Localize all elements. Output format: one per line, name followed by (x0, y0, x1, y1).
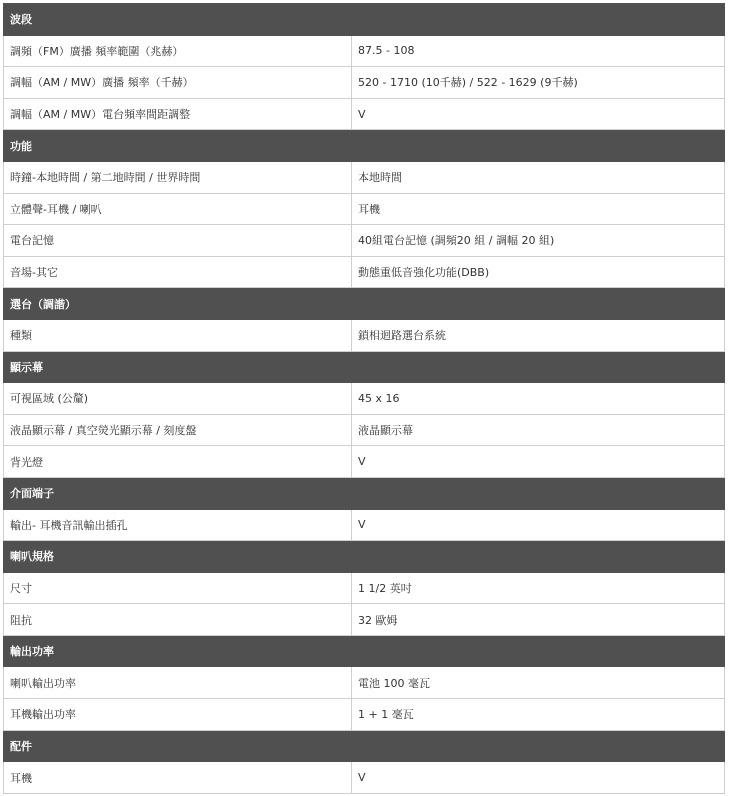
section-title: 波段 (4, 4, 725, 36)
section-header-row (4, 635, 725, 667)
section-title: 選台（調諧） (4, 288, 725, 320)
spec-value: 本地時間 (352, 161, 725, 193)
spec-table-body (4, 4, 725, 794)
spec-value: V (352, 446, 725, 478)
spec-row (4, 225, 725, 257)
spec-row (4, 319, 725, 351)
spec-value: V (352, 98, 725, 130)
spec-label: 耳機 (4, 762, 352, 794)
spec-row (4, 699, 725, 731)
spec-value: 耳機 (352, 193, 725, 225)
section-title: 喇叭規格 (4, 541, 725, 573)
spec-label: 阻抗 (4, 604, 352, 636)
spec-label: 時鐘-本地時間 / 第二地時間 / 世界時間 (4, 161, 352, 193)
section-title: 配件 (4, 730, 725, 762)
section-title: 輸出功率 (4, 635, 725, 667)
section-header-row (4, 4, 725, 36)
section-header-row (4, 477, 725, 509)
spec-value: 32 歐姆 (352, 604, 725, 636)
spec-row (4, 161, 725, 193)
spec-value: 45 x 16 (352, 383, 725, 415)
spec-value: 電池 100 毫瓦 (352, 667, 725, 699)
spec-value: 40組電台記憶 (調頻20 組 / 調幅 20 組) (352, 225, 725, 257)
spec-label: 種類 (4, 319, 352, 351)
section-title: 介面端子 (4, 477, 725, 509)
spec-value: 1 1/2 英吋 (352, 572, 725, 604)
spec-value: 520 - 1710 (10千赫) / 522 - 1629 (9千赫) (352, 67, 725, 99)
spec-label: 音場-其它 (4, 256, 352, 288)
spec-row (4, 604, 725, 636)
spec-row (4, 572, 725, 604)
spec-label: 背光燈 (4, 446, 352, 478)
spec-row (4, 667, 725, 699)
section-header-row (4, 541, 725, 573)
section-header-row (4, 130, 725, 162)
spec-row (4, 414, 725, 446)
spec-label: 輸出- 耳機音訊輸出插孔 (4, 509, 352, 541)
section-header-row (4, 288, 725, 320)
spec-row (4, 35, 725, 67)
spec-value: 液晶顯示幕 (352, 414, 725, 446)
spec-value: 87.5 - 108 (352, 35, 725, 67)
spec-row (4, 67, 725, 99)
spec-label: 液晶顯示幕 / 真空熒光顯示幕 / 刻度盤 (4, 414, 352, 446)
spec-row (4, 509, 725, 541)
spec-table (3, 3, 725, 794)
spec-label: 立體聲-耳機 / 喇叭 (4, 193, 352, 225)
spec-label: 調幅（AM / MW）電台頻率間距調整 (4, 98, 352, 130)
spec-label: 喇叭輸出功率 (4, 667, 352, 699)
spec-row (4, 446, 725, 478)
section-header-row (4, 730, 725, 762)
spec-row (4, 256, 725, 288)
spec-label: 調頻（FM）廣播 頻率範圍（兆赫） (4, 35, 352, 67)
spec-value: 鎖相迴路選台系統 (352, 319, 725, 351)
section-title: 功能 (4, 130, 725, 162)
section-header-row (4, 351, 725, 383)
spec-label: 電台記憶 (4, 225, 352, 257)
spec-value: 動態重低音強化功能(DBB) (352, 256, 725, 288)
section-title: 顯示幕 (4, 351, 725, 383)
spec-row (4, 193, 725, 225)
spec-row (4, 98, 725, 130)
spec-label: 耳機輸出功率 (4, 699, 352, 731)
spec-label: 調幅（AM / MW）廣播 頻率（千赫） (4, 67, 352, 99)
spec-row (4, 762, 725, 794)
spec-value: V (352, 762, 725, 794)
spec-row (4, 383, 725, 415)
spec-label: 尺寸 (4, 572, 352, 604)
spec-label: 可視區域 (公釐) (4, 383, 352, 415)
spec-value: 1 + 1 毫瓦 (352, 699, 725, 731)
spec-value: V (352, 509, 725, 541)
